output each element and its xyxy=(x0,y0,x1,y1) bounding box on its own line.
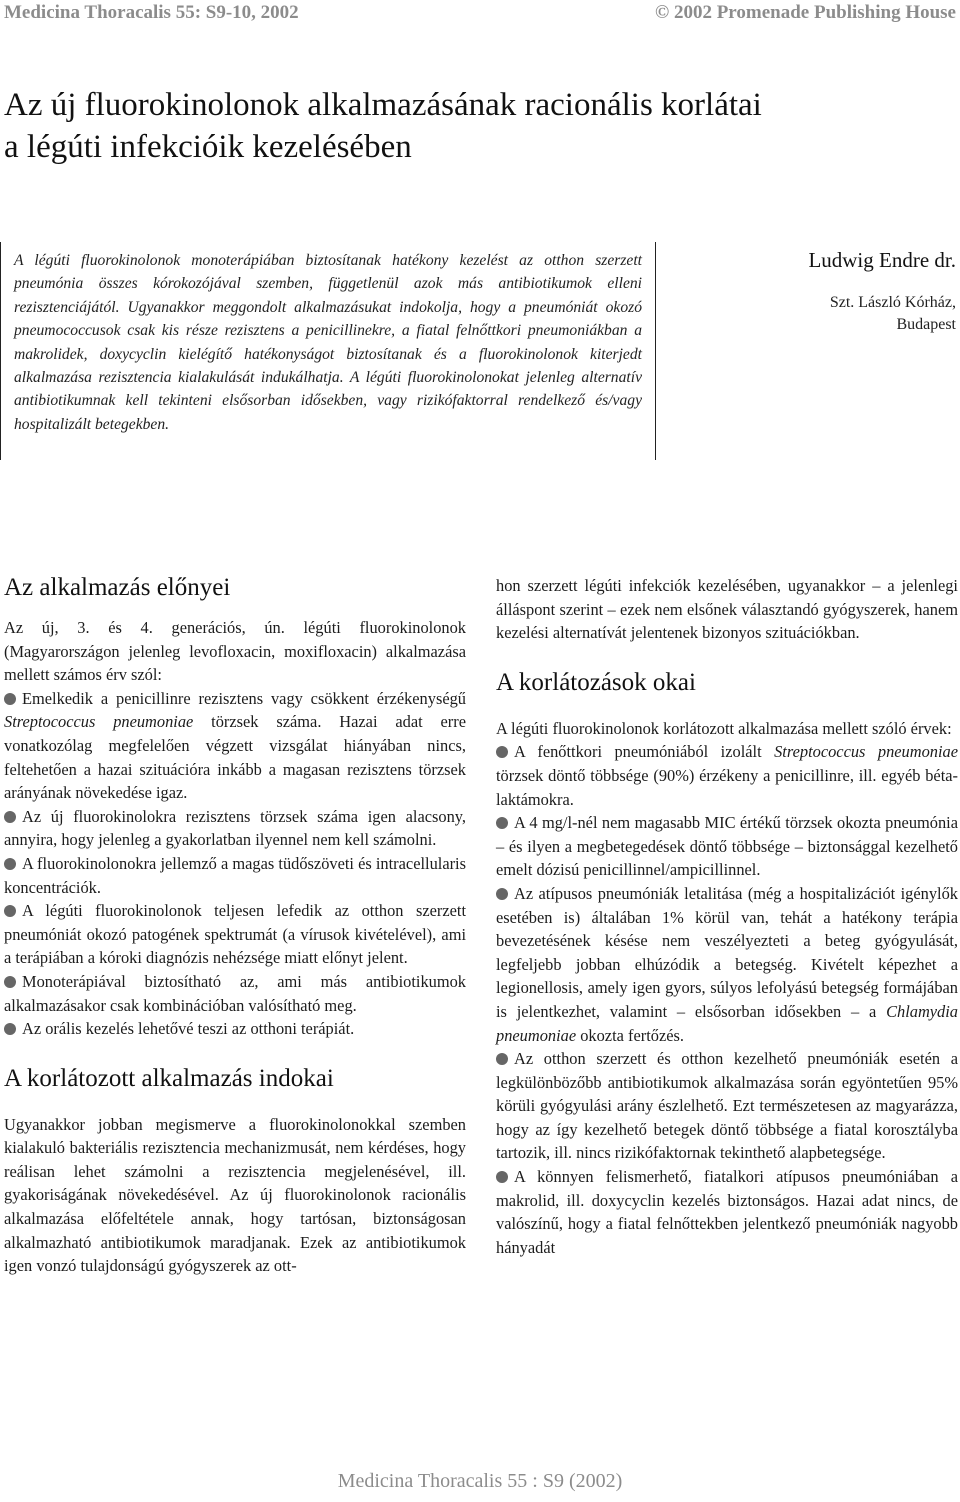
article-title xyxy=(4,84,904,168)
list-item: A 4 mg/l-nél nem magasabb MIC értékű törzsek okozta pneumónia – és ilyen a megbetegedések döntő többsége – biztonsággal kezelhető emelt dózisú penicillinnel/ampicillinnel. xyxy=(496,813,958,880)
list-item: A fluorokinolonokra jellemző a magas tüdőszöveti és intracellularis koncentrációk. xyxy=(4,853,466,897)
author-name: Ludwig Endre dr. xyxy=(808,248,956,272)
bullet-icon xyxy=(496,1171,508,1183)
list-item: Az otthon szerzett és otthon kezelhető pneumóniák esetén a legkülönbözőbb antibiotikumok alkalmazása során egyöntetűen 95% körüli gyógyulási arány észlelhető. Ezt természetesen az magyarázza, hogy az így kezelhető betegek döntő többsége a fiatal korosztályba tartozik, ill. nincs rizikófaktornak tekinthető alapbetegsége. xyxy=(496,1049,958,1163)
section-heading-restriction-reasons: A korlátozások okai xyxy=(496,668,696,696)
section-heading-advantages: Az alkalmazás előnyei xyxy=(4,574,231,601)
list-item: Emelkedik a penicillinre rezisztens vagy csökkent érzékenységű Streptococcus pneumoniae törzsek száma. Hazai adat erre vonatkozólag megfelelően végzett vizsgálat hiányában nincs, feltehetően a hazai szituációra inkább a magasan rezisztens törzsek arányának növekedése igaz. xyxy=(4,688,466,803)
bullet-icon xyxy=(496,1053,508,1065)
section-heading-limited-use: A korlátozott alkalmazás indokai xyxy=(4,1064,334,1092)
title-line-2: a légúti infekcióik kezelésében xyxy=(4,129,412,165)
abstract: A légúti fluorokinolonok monoterápiában biztosítanak hatékony kezelést az otthon szerzett pneumónia összes kórokozójával szemben, függetlenül azok más antibiotikumok elleni rezisztenciájától. Ugyanakkor meggondolt alkalmazásukat indokolja, hogy a pneumóniát okozó pneumococcusok csak kis része rezisztens a penicillinekre, a fiatal felnőttkori pneumoniákban a makrolidek, doxycyclin kielégítő hatékonyságot biztosítanak és a fluorokinolonok kiterjedt alkalmazása rezisztencia kialakulását indukálhatja. A légúti fluorokinolonokat jelenleg alternatív antibiotikumnak kell tekinteni elsősorban idősekben, vagy rizikófaktorral rendelkező és/vagy hospitalizált betegekben. xyxy=(14,252,642,433)
affiliation-line-1: Szt. László Kórház, xyxy=(829,294,956,311)
list-item: Az orális kezelés lehetővé teszi az otthoni terápiát. xyxy=(4,1017,466,1041)
bullet-icon xyxy=(496,888,508,900)
list-item: Az atípusos pneumóniák letalitása (még a hospitalizációt igénylők esetében is) általában 1% körül van, tehát a hatékony terápia bevezetésének késése nem veszélyezteti a beteg gyógyulását, legfeljebb jobban elhúzódik a betegség. Kivételt képezhet a legionellosis, amely igen gyors, súlyos lefolyású betegség formájában is jelentkezhet, valamint – elsősorban idősekben – a Chlamydia pneumoniae okozta fertőzés. xyxy=(496,883,958,1045)
affiliation-line-2: Budapest xyxy=(896,316,956,333)
bullet-icon xyxy=(4,1023,16,1035)
restrictions-intro: A légúti fluorokinolonok korlátozott alkalmazása mellett szóló érvek: xyxy=(496,718,952,738)
bullet-icon xyxy=(4,905,16,917)
author-block xyxy=(680,246,956,336)
bullet-icon xyxy=(496,817,508,829)
bullet-icon xyxy=(496,746,508,758)
list-item: A légúti fluorokinolonok teljesen lefedik az otthon szerzett pneumóniát okozó patogének spektrumát (a vírusok kivételével), ami a terápiában a kóroki diagnózis nehézsége miatt előnyt jelent. xyxy=(4,901,466,968)
author-affiliation xyxy=(680,292,956,336)
running-header xyxy=(0,2,960,28)
bullet-icon xyxy=(4,976,16,988)
bullet-icon xyxy=(4,858,16,870)
copyright-notice: © 2002 Promenade Publishing House xyxy=(655,2,956,23)
left-column xyxy=(4,572,466,1278)
list-item: A könnyen felismerhető, fiatalkori atípusos pneumóniában a makrolid, ill. doxycyclin kezelés biztonságos. Hazai adat nincs, de valószínű, hogy a fiatal felnőttekben jelentkező pneumóniák nagyobb hányadát xyxy=(496,1167,958,1257)
journal-citation: Medicina Thoracalis 55: S9-10, 2002 xyxy=(4,2,299,23)
list-item: A fenőttkori pneumóniából izolált Streptococcus pneumoniae törzsek döntő többsége (90%) érzékeny a penicillinre, ill. egyéb béta-laktámokra. xyxy=(496,742,958,809)
limited-use-paragraph: Ugyanakkor jobban megismerve a fluorokinolonokkal szemben kialakuló bakteriális rezisztencia mechanizmusát, nem kérdéses, hogy reálisan lehet számolni a rezisztencia megjelenésével, ill. gyakoriságának növekedésével. Az új fluorokinolonok racionális alkalmazása előfeltétele annak, hogy tartósan, biztonságosan alkalmazható antibiotikumok maradjanak. Ezek az antibiotikumok igen vonzó tulajdonságú gyógyszerek az ott- xyxy=(4,1114,466,1276)
right-column xyxy=(496,574,958,1259)
list-item: Az új fluorokinolokra rezisztens törzsek száma igen alacsony, annyira, hogy jelenleg a gyakorlatban ilyennel nem kell számolni. xyxy=(4,806,466,850)
bullet-icon xyxy=(4,811,16,823)
advantages-intro: Az új, 3. és 4. generációs, ún. légúti fluorokinolonok (Magyarországon jelenleg levofloxacin, moxifloxacin) alkalmazása mellett számos érv szól: xyxy=(4,618,466,685)
title-line-1: Az új fluorokinolonok alkalmazásának racionális korlátai xyxy=(4,87,762,123)
list-item: Monoterápiával biztosítható az, ami más antibiotikumok alkalmazásakor csak kombinációban valósítható meg. xyxy=(4,971,466,1015)
bullet-icon xyxy=(4,693,16,705)
page-footer: Medicina Thoracalis 55 : S9 (2002) xyxy=(337,1470,623,1492)
continued-paragraph: hon szerzett légúti infekciók kezelésében, ugyanakkor – a jelenlegi álláspont szerint – ezek nem elsőnek választandó gyógyszerek, hanem kezelési alternatívát jelentenek bizonyos szituációkban. xyxy=(496,576,958,643)
